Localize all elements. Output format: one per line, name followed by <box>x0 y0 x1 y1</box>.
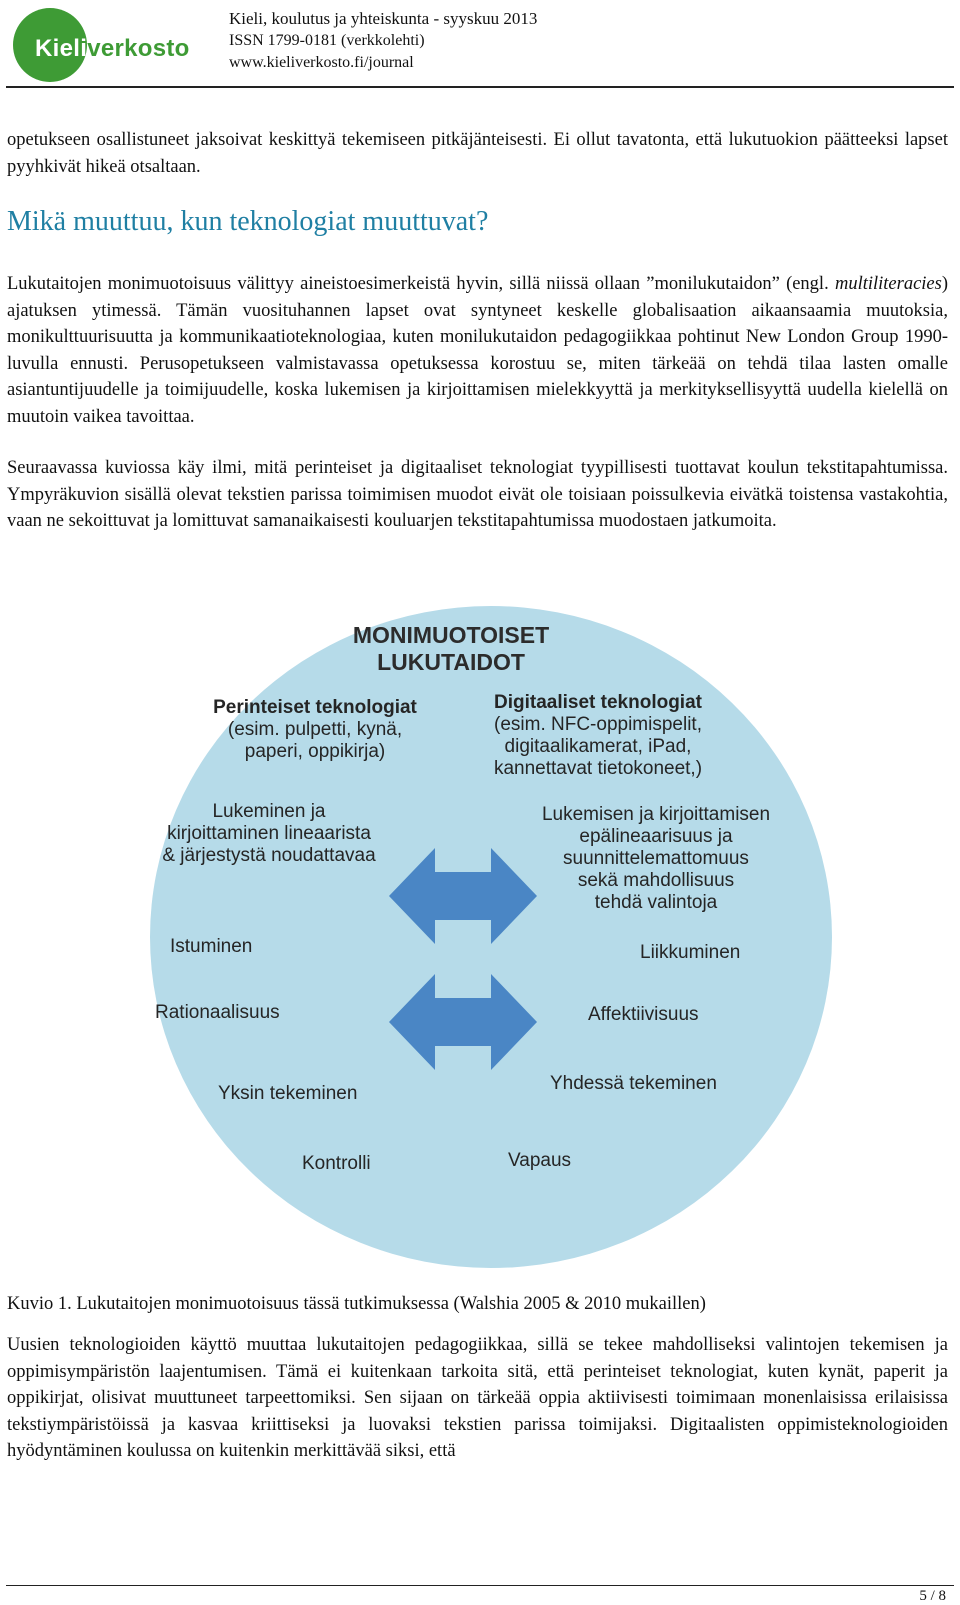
figure-caption: Kuvio 1. Lukutaitojen monimuotoisuus tässä tutkimuksessa (Walshia 2005 & 2010 mukaillen) <box>7 1294 706 1314</box>
header-divider <box>6 86 954 88</box>
page-number: 5 / 8 <box>919 1588 946 1604</box>
moving-item: Liikkuminen <box>640 942 741 963</box>
intro-paragraph: opetukseen osallistuneet jaksoivat keskittyä tekemiseen pitkäjänteisesti. Ei ollut tavatonta, että lukutuokion päätteeksi lapset pyyhkivät hikeä otsaltaan. <box>7 130 948 177</box>
sitting-item: Istuminen <box>170 936 253 957</box>
footer-divider <box>6 1585 954 1586</box>
journal-url[interactable]: www.kieliverkosto.fi/journal <box>229 54 414 71</box>
double-arrow-lower <box>389 974 537 1070</box>
rationality-item: Rationaalisuus <box>155 1002 280 1023</box>
paragraph-new-technologies: Uusien teknologioiden käyttö muuttaa lukutaitojen pedagogiikkaa, sillä se tekee mahdolliseksi valintojen tekemisen ja oppimisympäristön laajentumisen. Tämä ei kuitenkaan tarkoita sitä, että perinteiset teknologiat, kuten kynät, paperit ja oppikirjat, olisivat muuttuneet tarpeettomiksi. Sen sijaan on tärkeää oppia aktiivisesti toimimaan monenlaisissa erilaisissa tekstiympäristöissä ja kasvaa kriittiseksi ja luovaksi tekstien parissa toimijaksi. Digitaalisten oppimisteknologioiden hyödyntäminen koulussa on kuitenkin merkittävää siksi, että <box>7 1335 948 1461</box>
journal-info <box>229 8 537 74</box>
working-alone-item: Yksin tekeminen <box>218 1083 358 1104</box>
working-together-item: Yhdessä tekeminen <box>550 1073 717 1094</box>
section-heading: Mikä muuttuu, kun teknologiat muuttuvat? <box>7 206 489 237</box>
freedom-item: Vapaus <box>508 1150 572 1171</box>
nonlinear-reading-item: Lukemisen ja kirjoittamisen epälineaarisuus ja suunnittelemattomuus sekä mahdollisuus tehdä valintoja <box>541 804 771 913</box>
logo-text: Kieliverkosto <box>35 35 190 62</box>
control-item: Kontrolli <box>302 1153 371 1174</box>
traditional-technologies-header: Perinteiset teknologiat (esim. pulpetti, kynä, paperi, oppikirja) <box>213 697 417 762</box>
affectivity-item: Affektiivisuus <box>588 1004 699 1025</box>
linear-reading-item: Lukeminen ja kirjoittaminen lineaarista & järjestystä noudattavaa <box>162 801 376 866</box>
double-arrow-upper <box>389 848 537 944</box>
issn: ISSN 1799-0181 (verkkolehti) <box>229 32 425 49</box>
term-multiliteracies: multiliteracies <box>834 274 942 294</box>
figure-title: MONIMUOTOISET LUKUTAIDOT <box>352 622 550 675</box>
literacies-figure <box>150 606 832 1268</box>
digital-technologies-header: Digitaaliset teknologiat (esim. NFC-oppimispelit, digitaalikamerat, iPad, kannettavat tietokoneet,) <box>493 692 703 779</box>
journal-title: Kieli, koulutus ja yhteiskunta - syyskuu 2013 <box>229 9 538 28</box>
kieliverkosto-logo[interactable] <box>13 8 228 82</box>
paragraph-multiliteracies: Lukutaitojen monimuotoisuus välittyy aineistoesimerkeistä hyvin, sillä niissä ollaan ”monilukutaidon” (engl. multiliteracies) ajatuksen ytimessä. Tämän vuosituhannen lapset ovat syntyneet keskelle globalisaation aikaansaamia muutoksia, monikulttuurisuutta ja kommunikaatioteknologiaa, kuten monilukutaidon pedagogiikkaa pohtinut New London Group 1990-luvulla ennusti. Perusopetukseen valmistavassa opetuksessa korostuu se, miten tärkeää on tehdä tilaa lasten omalle asiantuntijuudelle ja toimijuudelle, koska lukemisen ja kirjoittamisen mielekkyyttä ja merkityksellisyyttä uudella kielellä on muutoin vaikea tavoittaa. <box>7 274 948 427</box>
paragraph-figure-intro: Seuraavassa kuviossa käy ilmi, mitä perinteiset ja digitaaliset teknologiat tyypillisesti tuottavat koulun tekstitapahtumissa. Ympyräkuvion sisällä olevat tekstien parissa toimimisen muodot eivät ole toisiaan poissulkevia eivätkä toistensa vastakohtia, vaan ne sekoittuvat ja lomittuvat samanaikaisesti kouluarjen tekstitapahtumissa muodostaen jatkumoita. <box>7 458 948 531</box>
